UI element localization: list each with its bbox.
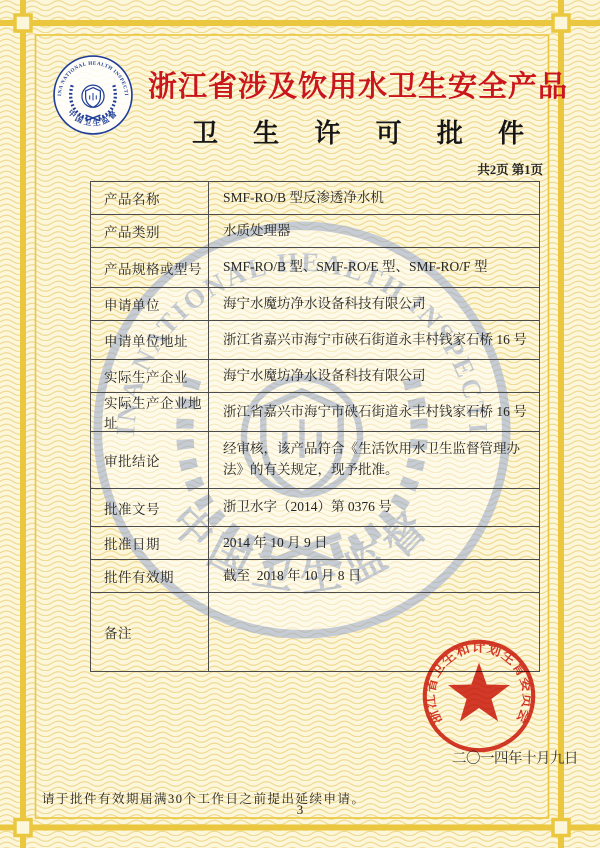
- agency-logo: [52, 54, 134, 136]
- row-label: 申请单位地址: [91, 321, 209, 359]
- certificate-info-table: [90, 181, 540, 672]
- row-label: 批准日期: [91, 527, 209, 559]
- table-row: [91, 360, 539, 393]
- row-label: 审批结论: [91, 432, 209, 488]
- row-label: 申请单位: [91, 288, 209, 320]
- header-titles: [140, 64, 576, 150]
- row-value: 经审核，该产品符合《生活饮用水卫生监督管理办法》的有关规定，现予批准。: [223, 441, 520, 477]
- row-value: 截至 2018 年 10 月 8 日: [223, 567, 362, 583]
- round-seal-icon: [410, 627, 548, 765]
- approval-date-text: 二〇一四年十月九日: [452, 751, 578, 767]
- certificate-title-line2: 卫 生 许 可 批 件: [191, 118, 539, 148]
- star-icon: [448, 662, 510, 721]
- row-value: 2014 年 10 月 9 日: [223, 534, 328, 550]
- table-row: [91, 215, 539, 248]
- row-value: 浙江省嘉兴市海宁市硖石街道永丰村钱家石桥 16 号: [223, 403, 527, 419]
- page-number: 3: [296, 802, 304, 817]
- table-row: [91, 527, 539, 560]
- table-row: [91, 393, 539, 432]
- row-label: 批件有效期: [91, 560, 209, 592]
- certificate-title-line1: 浙江省涉及饮用水卫生安全产品: [147, 71, 568, 103]
- table-row: [91, 321, 539, 360]
- table-row: [91, 182, 539, 215]
- row-label: 批准文号: [91, 489, 209, 526]
- table-row: [91, 489, 539, 527]
- row-label: 实际生产企业地址: [91, 393, 209, 431]
- page-indicator: 共2页 第1页: [477, 163, 543, 177]
- svg-text:浙江省卫生和计划生育委员会: 浙江省卫生和计划生育委员会: [422, 639, 536, 727]
- row-label: 产品名称: [91, 182, 209, 214]
- table-row: [91, 248, 539, 288]
- row-label: 备注: [91, 593, 209, 671]
- row-value: 海宁水魔坊净水设备科技有限公司: [223, 295, 426, 311]
- row-value: SMF-RO/B 型、SMF-RO/E 型、SMF-RO/F 型: [223, 259, 488, 275]
- table-row: [91, 288, 539, 321]
- row-value: 浙卫水字（2014）第 0376 号: [223, 499, 392, 515]
- renewal-note: 请于批件有效期届满30个工作日之前提出延续申请。: [42, 792, 366, 806]
- row-value: 水质处理器: [223, 222, 291, 238]
- row-value: 浙江省嘉兴市海宁市硖石街道永丰村钱家石桥 16 号: [223, 331, 527, 347]
- row-label: 实际生产企业: [91, 360, 209, 392]
- row-label: 产品类别: [91, 215, 209, 247]
- table-row: [91, 432, 539, 489]
- official-red-stamp: [410, 627, 548, 765]
- table-row: [91, 560, 539, 593]
- row-label: 产品规格或型号: [91, 248, 209, 287]
- row-value: 海宁水魔坊净水设备科技有限公司: [223, 367, 426, 383]
- row-value: SMF-RO/B 型反渗透净水机: [223, 189, 384, 205]
- health-inspection-seal-icon: [52, 54, 134, 136]
